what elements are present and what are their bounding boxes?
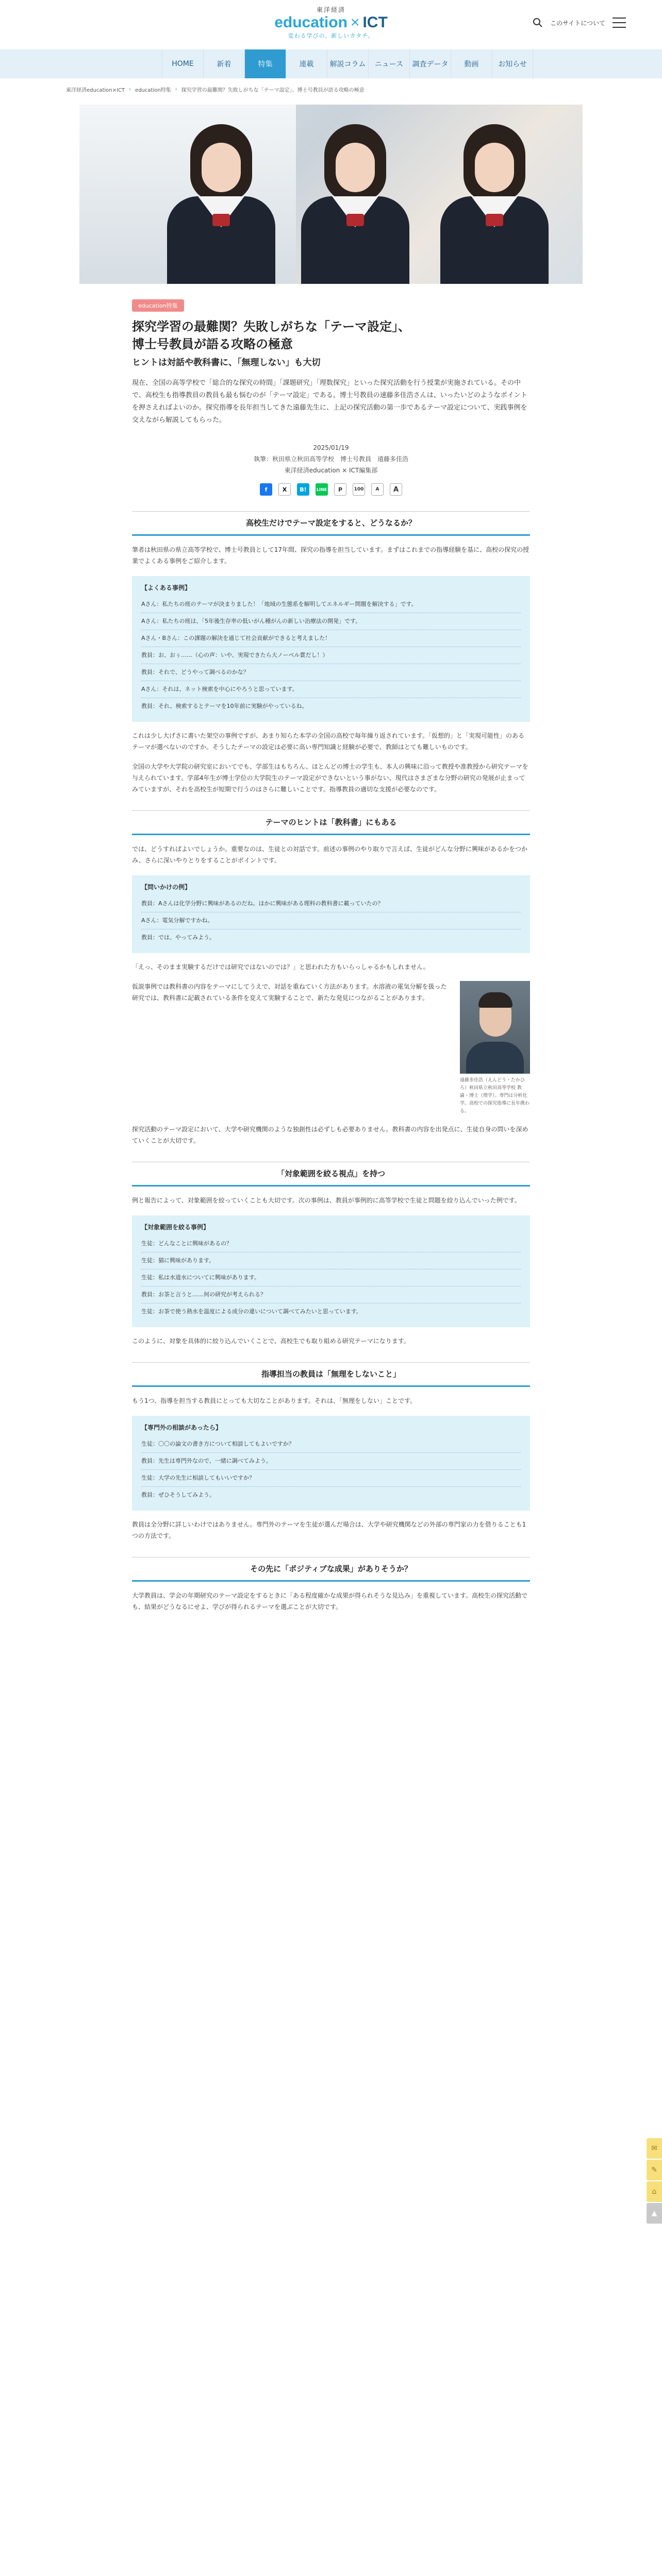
nav-new[interactable]: 新着 [203, 49, 244, 78]
brand-right: ICT [362, 14, 388, 31]
line-icon[interactable]: LINE [316, 483, 328, 496]
dialog-line: 教員：それで、どうやって調べるのかな？ [141, 664, 521, 681]
dialog-line: Aさん：電気分解ですかね。 [141, 912, 521, 929]
dialog-line: 教員：お茶と言うと……何の研究が考えられる？ [141, 1286, 521, 1303]
dialog-line: 教員：先生は専門外なので、一緒に調べてみよう。 [141, 1453, 521, 1470]
side-buttons [647, 2138, 662, 2225]
article-date: 2025/01/19 [313, 444, 349, 451]
dialog-line: 教員：お、おぅ……（心の声：いや、実現できたら大ノーベル賞だし！） [141, 647, 521, 664]
dialog-title: 【問いかけの例】 [141, 884, 191, 891]
site-header [0, 0, 662, 49]
nav-video[interactable]: 動画 [451, 49, 492, 78]
hero-student-left [167, 124, 275, 284]
hero-student-right [440, 124, 549, 284]
section-heading: 指導担当の教員は「無理をしないこと」 [132, 1362, 530, 1387]
dialog-line: 生徒：〇〇の論文の書き方について相談してもよいですか？ [141, 1436, 521, 1453]
breadcrumb-item[interactable]: 東洋経済education×ICT [66, 88, 125, 93]
dialog-line: Aさん：それは、ネット検索を中心にやろうと思っています。 [141, 681, 521, 698]
section-heading: 高校生だけでテーマ設定をすると、どうなるか？ [132, 511, 530, 536]
header-tools [533, 18, 626, 28]
dialog-line: Aさん：私たちの班は、「5年後生存率の低いがん種がんの新しい治療法の開発」です。 [141, 613, 521, 630]
paragraph: 大学教員は、学会の年期研究のテーマ設定をするときに「ある程度確かな成果が得られそうな見込み」を重視しています。高校生の探究活動でも、結果がどうなるにせよ、学びが得られるテーマを選ぶことが大切です。 [132, 1592, 528, 1611]
dialog-line: 教員：Aさんは化学分野に興味があるのだね。ほかに興味がある理科の教科書に載っていたの？ [141, 895, 521, 912]
hero-image [79, 105, 583, 284]
scroll-top-icon[interactable]: ▲ [647, 2203, 662, 2224]
menu-icon[interactable] [613, 18, 626, 28]
dialog-title: 【対象範囲を絞る事例】 [141, 1224, 210, 1231]
facebook-icon[interactable]: f [260, 483, 272, 496]
site-info-link[interactable]: このサイトについて [550, 19, 605, 27]
home-icon[interactable]: ⌂ [647, 2181, 662, 2202]
brand-wordmark [253, 14, 409, 31]
font-small-icon[interactable]: A [371, 483, 384, 496]
dialog-line: Aさん：私たちの班のテーマが決まりました！「地域の生態系を解明してエネルギー問題を解決する」です。 [141, 596, 521, 613]
dialog-line: 生徒：大学の先生に相談してもいいですか？ [141, 1470, 521, 1487]
hero-student-center [301, 124, 409, 284]
paragraph: 教員は全分野に詳しいわけではありません。専門外のテーマを生徒が選んだ場合は、大学や研究機関などの外部の専門家の力を借りることも1つの方法です。 [132, 1521, 526, 1539]
portrait-photo [460, 981, 530, 1074]
dialog-line: 生徒：私は水道水についてに興味があります。 [141, 1269, 521, 1286]
pocket-icon[interactable]: P [334, 483, 346, 496]
dialog-box [132, 1215, 530, 1327]
search-icon[interactable] [533, 18, 543, 28]
paragraph: 探究活動のテーマ設定において、大学や研究機関のような独創性は必ずしも必要ありません。教科書の内容を出発点に、生徒自身の問いを深めていくことが大切です。 [132, 1126, 528, 1144]
paragraph: では、どうすればよいでしょうか。重要なのは、生徒との対話です。前述の事例のやり取りで言えば、生徒がどんな分野に興味があるかをつかみ、さらに深いやりとりをすることがポイントです。 [132, 845, 528, 864]
share-bar [132, 483, 530, 496]
article-editor: 東洋経済education × ICT編集部 [284, 467, 378, 474]
site-tagline: 変わる学びの、新しいカタチ。 [288, 32, 374, 39]
mail-icon[interactable]: ✉ [647, 2138, 662, 2159]
paragraph: このように、対象を具体的に絞り込んでいくことで、高校生でも取り組める研究テーマになります。 [132, 1337, 410, 1345]
author-portrait [460, 981, 530, 1115]
nav-home[interactable]: HOME [162, 49, 203, 78]
dialog-line: 教員：それ、検索するとテーマを10年前に実験がやっているね。 [141, 703, 308, 709]
article-subtitle: ヒントは対話や教科書に、「無理しない」も大切 [132, 358, 321, 368]
dialog-line: 生徒：どんなことに興味があるの？ [141, 1235, 521, 1252]
dialog-box [132, 1416, 530, 1511]
dialog-title: 【専門外の相談があったら】 [141, 1424, 222, 1431]
dialog-line: Aさん・Bさん：この課題の解決を通じて社会貢献ができると考えました！ [141, 630, 521, 647]
site-logo[interactable] [253, 5, 409, 44]
chevron-right-icon: › [129, 87, 131, 92]
nav-data[interactable]: 調査データ [409, 49, 451, 78]
nav-feature[interactable]: 特集 [244, 49, 286, 78]
article-meta [132, 442, 530, 476]
section-heading: その先に「ポジティブな成果」がありそうか？ [132, 1557, 530, 1582]
dialog-line: 教員：ぜひそうしてみよう。 [141, 1492, 215, 1498]
article-title-line: 博士号教員が語る攻略の極意 [132, 337, 293, 351]
x-icon[interactable]: X [278, 483, 291, 496]
paragraph: 「えっ、そのまま実験するだけでは研究ではないのでは？」と思われた方もいらっしゃるかもしれません。 [132, 963, 429, 971]
edit-icon[interactable]: ✎ [647, 2160, 662, 2180]
nav-notice[interactable]: お知らせ [492, 49, 533, 78]
article-lead: 現在、全国の高等学校で「総合的な探究の時間」「課題研究」「理数探究」といった探究活動を行う授業が実施されている。その中で、高校生も指導教員の教員も最も悩むのが「テーマ設定」である。博士号教員の速藤多佳浩さんは、いったいどのようなポイントを押さえればよいのか。探究指導を長年担当してきた遠藤先生に、上記の探究活動の第一歩であるテーマ設定について、実践事例を交えながら解説してもらった。 [132, 379, 527, 424]
portrait-caption: 遠藤多佳浩（えんどう・たかひろ）秋田県立秋田高等学校 教諭・博士（理学）。専門は分析化学。高校での探究指導に長年携わる。 [460, 1078, 530, 1114]
hatena-bookmark-icon[interactable]: B! [297, 483, 309, 496]
breadcrumb-current: 探究学習の最難関？失敗しがちな「テーマ設定」、博士号教員が語る攻略の極意 [181, 88, 365, 93]
paragraph: 全国の大学や大学院の研究室においてでも、学部生はもちろん、ほとんどの博士の学生も、本人の興味に沿って教授や准教授から研究テーマを与えられています。学部4年生が博士学位の大学院生のテーマ設定ができないという事がない、現代はさまざまな分野の研究の発展が止まってみていますが、それを高校生が短期で行うのはさらに難しいことです。指導教員の適切な支援が必要なのです。 [132, 763, 528, 793]
paragraph: これは少し大げさに書いた架空の事例ですが、あまり知らた本学の全国の高校で毎年繰り返されています。「仮想的」と「実現可能性」のあるテーマが選べないのですか。そうしたテーマの設定は必要に高い専門知識と経験が必要で、教師はとても難しいものです。 [132, 732, 525, 751]
dialog-box [132, 875, 530, 953]
publisher-name: 東洋経済 [316, 6, 345, 13]
dialog-line: 生徒：猫に興味があります。 [141, 1252, 521, 1269]
breadcrumb-item[interactable]: education特集 [135, 88, 171, 93]
nav-series[interactable]: 連載 [286, 49, 327, 78]
article [132, 284, 530, 1613]
article-title [132, 318, 530, 353]
chevron-right-icon: › [175, 87, 177, 92]
breadcrumb [0, 78, 662, 100]
article-title-line: 探究学習の最難関？失敗しがちな「テーマ設定」、 [132, 319, 410, 334]
paragraph: 例と報告によって、対象範囲を絞っていくことも大切です。次の事例は、教員が事例的に高等学校で生徒と問題を絞り込んでいった例です。 [132, 1197, 521, 1204]
figure-row [132, 981, 530, 1115]
paragraph: 筆者は秋田県の県立高等学校で、博士号教員として17年間、探究の指導を担当しています。まずはこれまでの指導経験を基に、高校の探究の授業でよくある事例をご紹介します。 [132, 546, 529, 565]
dialog-line: 生徒：お茶で使う熱水を温度による成分の違いについて調べてみたいと思っています。 [141, 1308, 362, 1315]
dialog-box [132, 576, 530, 722]
font-large-icon[interactable]: A [390, 483, 402, 496]
nav-column[interactable]: 解説コラム [327, 49, 368, 78]
category-badge[interactable]: education特集 [132, 299, 184, 312]
global-nav [0, 49, 662, 78]
brand-x: × [350, 14, 360, 31]
paragraph: 仮説事例では教科書の内容をテーマにしてうえで、対話を重ねていく方法があります。水溶液の電気分解を扱った研究では、教科書に記載されている条件を変えて実験することで、新たな発見につながることがあります。 [132, 983, 447, 1002]
brand-left: education [274, 14, 347, 31]
section-heading: テーマのヒントは「教科書」にもある [132, 810, 530, 835]
nav-news[interactable]: ニュース [368, 49, 409, 78]
dialog-line: 教員：では、やってみよう。 [141, 934, 215, 941]
section-heading: 「対象範囲を絞る視点」を持つ [132, 1162, 530, 1187]
share-count: 100 [353, 483, 365, 496]
article-author: 執筆：秋田県立秋田高等学校 博士号教員 遠藤多佳浩 [253, 455, 408, 463]
paragraph: もう1つ、指導を担当する教員にとっても大切なことがあります。それは、「無理をしない」ことです。 [132, 1397, 416, 1404]
dialog-title: 【よくある事例】 [141, 584, 191, 591]
